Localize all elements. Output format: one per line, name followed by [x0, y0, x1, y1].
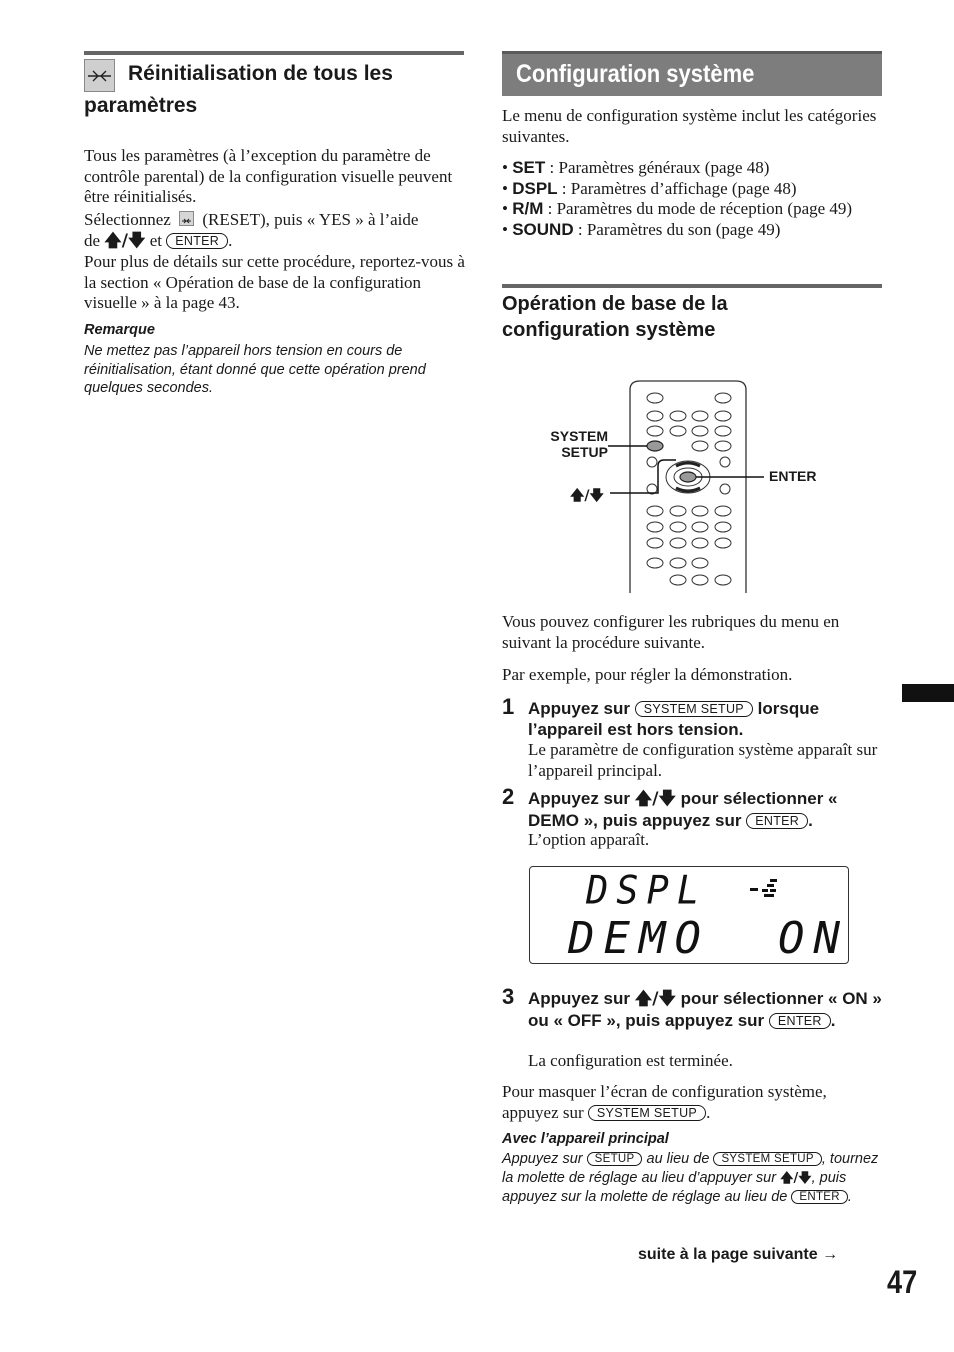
- step-1-instruction: Appuyez sur SYSTEM SETUP lorsque l’appareil est hors tension.: [528, 699, 820, 739]
- intro-text: Le menu de configuration système inclut les catégories suivantes.: [502, 106, 877, 146]
- main-unit-note-text: Appuyez sur SETUP au lieu de SYSTEM SETUP , tournez la molette de réglage au lieu d’appuyer sur 🡅/🡇, puis appuyez sur la molette de réglage au lieu de ENTER .: [502, 1151, 879, 1205]
- step-2-instruction: Appuyez sur 🡅/🡇 pour sélectionner « DEMO », puis appuyez sur ENTER .: [528, 789, 838, 830]
- step-1-number: 1: [502, 694, 515, 719]
- up-down-arrows-icon: 🡅/🡇: [104, 230, 146, 251]
- system-setup-key: SYSTEM SETUP: [588, 1105, 706, 1121]
- category-list: [502, 158, 882, 240]
- category-item: • SET : Paramètres généraux (page 48): [502, 158, 770, 177]
- left-para2: Pour plus de détails sur cette procédure, reportez-vous à la section « Opération de base de la configuration visuelle » à la page 43.: [84, 252, 465, 312]
- step-2-number: 2: [502, 784, 515, 809]
- side-tab-marker: [902, 684, 954, 702]
- lcd-indicator-icon: [748, 877, 780, 899]
- page-number: 47: [887, 1264, 918, 1300]
- left-para1: Tous les paramètres (à l’exception du paramètre de contrôle parental) de la configuration visuelle peuvent être réinitialisés.: [84, 146, 453, 206]
- up-down-arrows-icon: 🡅/🡇: [780, 1170, 812, 1186]
- continued-note: suite à la page suivante →: [638, 1246, 839, 1263]
- category-item: • DSPL : Paramètres d’affichage (page 48): [502, 178, 797, 198]
- left-heading: Réinitialisation de tous les paramètres: [84, 62, 393, 117]
- enter-label: ENTER: [769, 468, 817, 484]
- system-setup-key: SYSTEM SETUP: [635, 701, 753, 717]
- lcd-line-1: DSPL: [586, 867, 708, 914]
- step-3-instruction: Appuyez sur 🡅/🡇 pour sélectionner « ON » ou « OFF », puis appuyez sur ENTER .: [528, 989, 882, 1030]
- category-item: • SOUND : Paramètres du son (page 49): [502, 219, 781, 239]
- system-setup-label: SYSTEM SETUP: [550, 428, 608, 460]
- step-1-desc: Le paramètre de configuration système apparaît sur l’appareil principal.: [528, 740, 878, 780]
- subheading: Opération de base de la configuration système: [502, 293, 728, 341]
- up-down-arrows-icon: 🡅/🡇: [634, 789, 676, 809]
- left-note-title: Remarque: [84, 322, 155, 338]
- hide-screen-para: Pour masquer l’écran de configuration système, appuyez sur SYSTEM SETUP .: [502, 1082, 827, 1122]
- setup-key: SETUP: [587, 1152, 643, 1166]
- up-down-arrows-icon: 🡅/🡇: [570, 488, 604, 504]
- section-title-bar: [502, 51, 882, 96]
- reset-icon: [179, 211, 194, 226]
- lcd-line-2-left: DEMO: [568, 913, 710, 964]
- enter-key: ENTER: [746, 813, 808, 829]
- step-3-desc: La configuration est terminée.: [528, 1051, 733, 1070]
- config-para: Vous pouvez configurer les rubriques du menu en suivant la procédure suivante.: [502, 612, 840, 652]
- enter-key: ENTER: [166, 233, 228, 249]
- left-note-text: Ne mettez pas l’appareil hors tension en cours de réinitialisation, étant donné que cette opération prend quelques secondes.: [84, 343, 426, 396]
- section-title: Configuration système: [516, 60, 755, 88]
- enter-key: ENTER: [791, 1190, 847, 1204]
- step-3-number: 3: [502, 984, 515, 1009]
- up-down-arrows-icon: 🡅/🡇: [634, 989, 676, 1009]
- left-heading-rule: [84, 51, 464, 55]
- lcd-display: [529, 866, 849, 964]
- left-select-instruction: Sélectionnez (RESET), puis « YES » à l’aide de 🡅/🡇 et ENTER .: [84, 210, 419, 251]
- subheading-rule: [502, 284, 882, 288]
- category-item: • R/M : Paramètres du mode de réception (page 49): [502, 199, 853, 218]
- main-unit-note-title: Avec l’appareil principal: [502, 1131, 669, 1147]
- lcd-line-2-right: ON: [778, 913, 849, 964]
- example-para: Par exemple, pour régler la démonstration.: [502, 665, 793, 684]
- system-setup-key: SYSTEM SETUP: [713, 1152, 821, 1166]
- step-2-desc: L’option apparaît.: [528, 830, 650, 849]
- enter-key: ENTER: [769, 1013, 831, 1029]
